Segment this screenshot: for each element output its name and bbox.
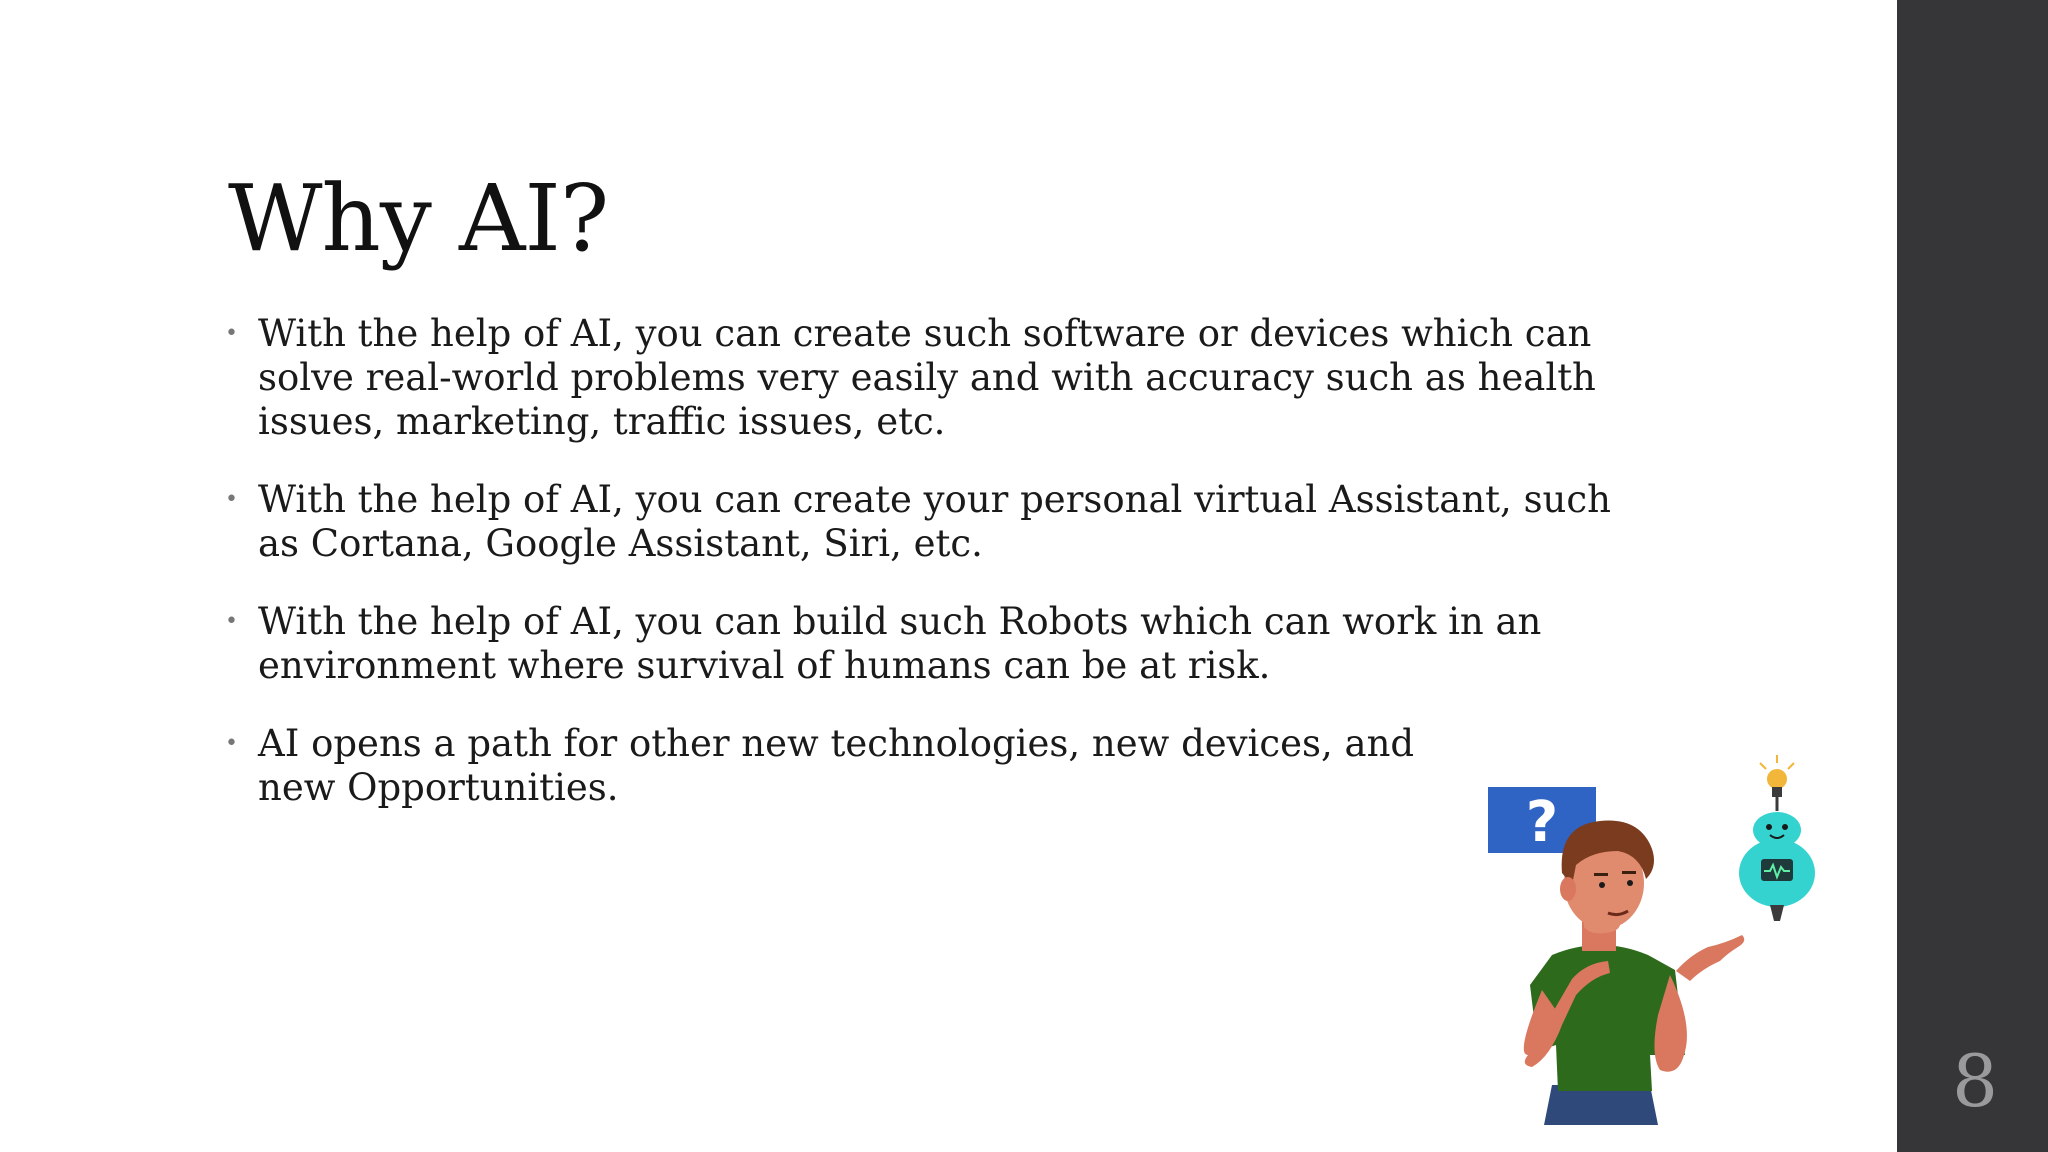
bullet-item	[218, 600, 1578, 688]
bullet-text: AI opens a path for other new technologies, new devices, and new Opportunities.	[258, 722, 1415, 809]
bullet-text: With the help of AI, you can build such Robots which can work in an environment where survival of humans can be at risk.	[258, 600, 1542, 687]
bullet-dot-icon: •	[225, 487, 238, 512]
robot-icon	[1739, 755, 1815, 921]
slide-title: Why AI?	[228, 165, 609, 272]
bullet-dot-icon: •	[225, 609, 238, 634]
bullet-dot-icon: •	[225, 731, 238, 756]
bullet-text: With the help of AI, you can create your personal virtual Assistant, such as Cortana, Google Assistant, Siri, etc.	[258, 478, 1611, 565]
page-number: 8	[1952, 1039, 1998, 1123]
question-mark-text: ?	[1525, 790, 1559, 855]
bullet-item	[218, 312, 1658, 444]
bullet-text: With the help of AI, you can create such software or devices which can solve real-world problems very easily and with accuracy such as health issues, marketing, traffic issues, etc.	[258, 312, 1596, 443]
bullet-item	[218, 478, 1658, 566]
bullet-dot-icon: •	[225, 321, 238, 346]
bullet-list	[218, 312, 1658, 844]
side-bar	[1897, 0, 2048, 1152]
bullet-item	[218, 722, 1498, 810]
thinking-person-with-robot-icon	[1480, 755, 1830, 1125]
person-icon	[1524, 821, 1744, 1125]
